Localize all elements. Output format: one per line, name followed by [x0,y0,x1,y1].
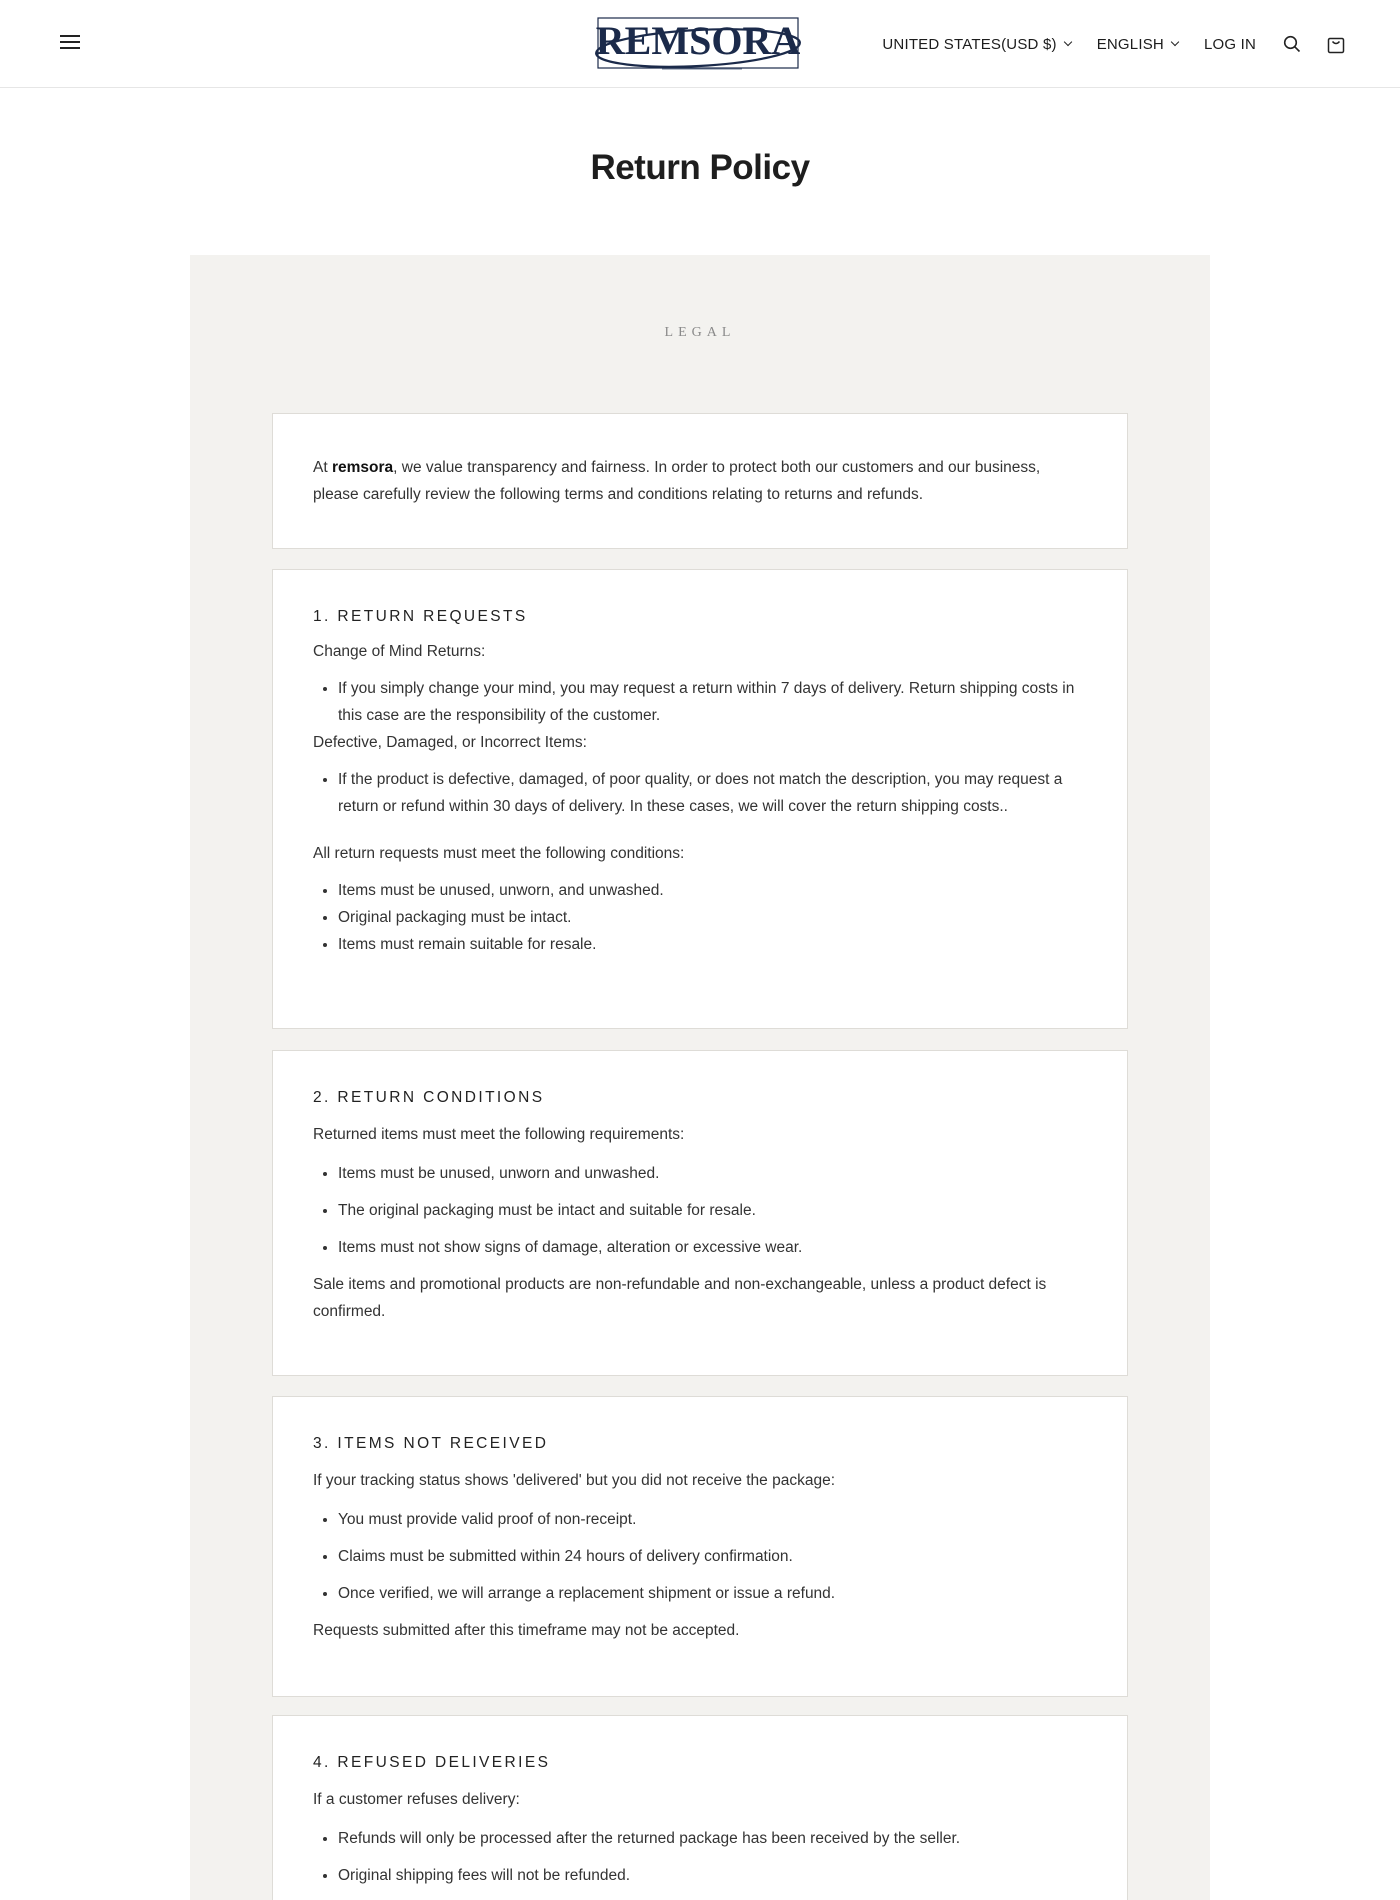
chevron-down-icon [1171,38,1179,46]
subheading: Defective, Damaged, or Incorrect Items: [313,734,587,751]
bullet-list [313,1506,1087,1607]
policy-panel [190,255,1210,1900]
language-selector[interactable] [1097,36,1178,53]
country-selector[interactable] [882,36,1070,53]
section-return-conditions [272,1050,1128,1376]
cart-icon[interactable] [1324,32,1348,56]
bullet-list [313,1825,1087,1889]
list-item: • Original packaging must be intact. [338,904,1087,931]
page-title: Return Policy [590,148,810,187]
list-item: • Claims must be submitted within 24 hours of delivery confirmation. [338,1543,1087,1570]
bullet-list [313,1160,1087,1261]
section-note: Requests submitted after this timeframe may not be accepted. [313,1622,740,1639]
search-icon[interactable] [1280,32,1304,56]
section-eyebrow: LEGAL [664,325,736,340]
subheading: All return requests must meet the following conditions: [313,845,685,862]
chevron-down-icon [1063,38,1071,46]
list-item: • Original shipping fees will not be refunded. [338,1862,1087,1889]
list-item: • Refunds will only be processed after the returned package has been received by the seller. [338,1825,1087,1852]
bullet-list [313,675,1087,729]
section-heading: 4. REFUSED DELIVERIES [313,1754,551,1771]
section-heading: 2. RETURN CONDITIONS [313,1089,545,1106]
login-link[interactable]: LOG IN [1203,35,1256,53]
list-item: • You must provide valid proof of non-receipt. [338,1506,1087,1533]
subheading: Change of Mind Returns: [313,643,486,660]
list-item: • Items must not show signs of damage, alteration or excessive wear. [338,1234,1087,1261]
bullet-list [313,877,1087,958]
intro-text: At remsora, we value transparency and fairness. In order to protect both our customers and our business, please carefully review the following terms and conditions relating to returns and refunds. [313,459,1041,503]
subheading: Returned items must meet the following requirements: [313,1126,685,1143]
site-header [0,0,1400,88]
list-item: • The original packaging must be intact and suitable for resale. [338,1197,1087,1224]
section-heading: 1. RETURN REQUESTS [313,608,528,625]
subheading: If your tracking status shows 'delivered' but you did not receive the package: [313,1472,836,1489]
list-item: • Items must remain suitable for resale. [338,931,1087,958]
section-items-not-received [272,1396,1128,1697]
list-item: • Once verified, we will arrange a replacement shipment or issue a refund. [338,1580,1087,1607]
logo-text: REMSORA [595,18,801,63]
section-refused-deliveries [272,1715,1128,1900]
section-return-requests [272,569,1128,1029]
list-item: • Items must be unused, unworn and unwashed. [338,1160,1087,1187]
list-item: • If you simply change your mind, you may request a return within 7 days of delivery. Return shipping costs in this case are the responsibility of the customer. [338,675,1087,729]
logo[interactable] [592,12,804,76]
subheading: If a customer refuses delivery: [313,1791,520,1808]
bullet-list [313,766,1087,820]
section-note: Sale items and promotional products are non-refundable and non-exchangeable, unless a product defect is confirmed. [313,1276,1047,1320]
brand-name: remsora [331,459,394,476]
list-item: • Items must be unused, unworn, and unwashed. [338,877,1087,904]
intro-card [272,413,1128,549]
list-item: • If the product is defective, damaged, of poor quality, or does not match the description, you may request a return or refund within 30 days of delivery. In these cases, we will cover the return shipping costs.. [338,766,1087,820]
menu-icon[interactable] [58,30,86,56]
language-label: ENGLISH [1096,35,1164,53]
country-label: UNITED STATES(USD $) [882,35,1057,53]
header-nav [882,0,1348,88]
section-heading: 3. ITEMS NOT RECEIVED [313,1435,549,1452]
